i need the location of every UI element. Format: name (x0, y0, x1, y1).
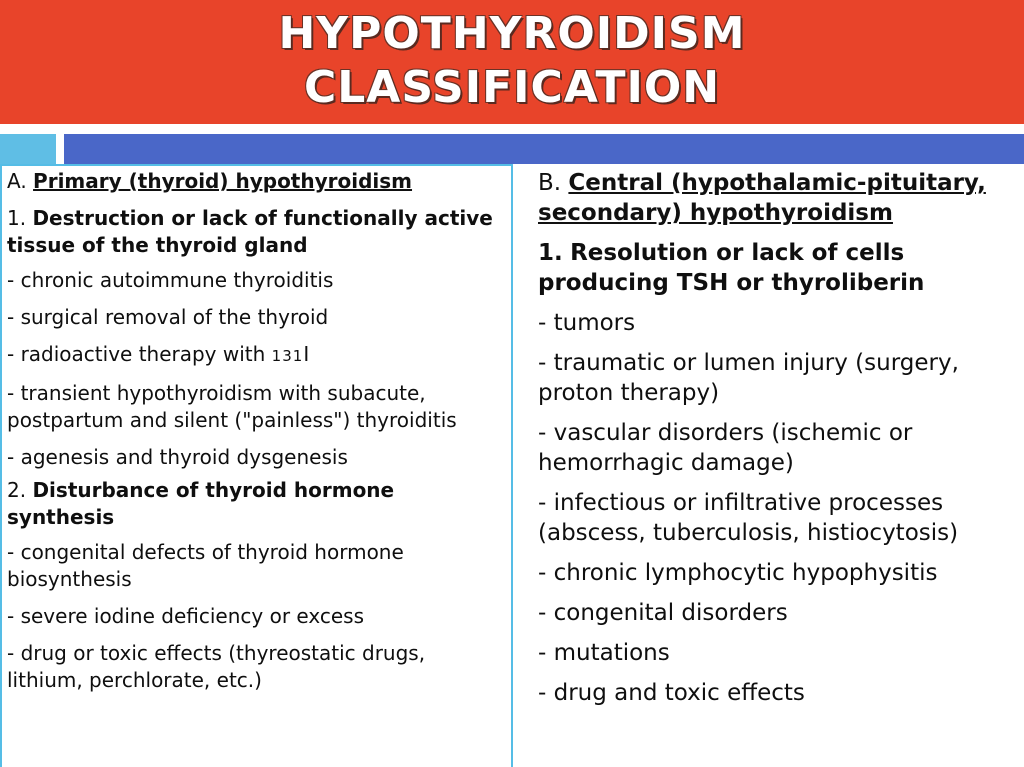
list-item: - surgical removal of the thyroid (7, 305, 329, 329)
column-b-heading (538, 168, 1018, 228)
title-line-2: CLASSIFICATION (303, 62, 721, 113)
list-item: - severe iodine deficiency or excess (7, 604, 364, 628)
isotope-symbol: I (303, 342, 310, 366)
list-item: - infectious or infiltrative processes (abscess, tuberculosis, histiocytosis) (538, 490, 959, 546)
accent-band-light (0, 134, 56, 164)
column-primary (7, 168, 507, 704)
column-a-heading (7, 168, 507, 195)
column-b-heading-text: Central (hypothalamic-pituitary, secondary) hypothyroidism (538, 170, 986, 226)
list-item: - drug or toxic effects (thyreostatic drugs, lithium, perchlorate, etc.) (7, 641, 426, 692)
list-item: - chronic lymphocytic hypophysitis (538, 560, 938, 586)
list-item: - tumors (538, 310, 636, 336)
list-item: - mutations (538, 640, 670, 666)
title-banner (0, 0, 1024, 124)
list-item: - agenesis and thyroid dysgenesis (7, 445, 348, 469)
column-a-top-border (0, 164, 511, 166)
section-a2-title-text: Disturbance of thyroid hormone synthesis (7, 478, 395, 529)
section-b1-title-text: Resolution or lack of cells producing TSH or thyroliberin (538, 240, 925, 296)
column-a-left-border (0, 164, 2, 767)
column-a-heading-text: Primary (thyroid) hypothyroidism (33, 169, 413, 193)
section-a1-number: 1. (7, 206, 27, 230)
section-a2-number: 2. (7, 478, 27, 502)
list-item-text: - radioactive therapy with (7, 342, 266, 366)
section-a2-title (7, 477, 507, 531)
column-central (538, 168, 1018, 718)
list-item: - congenital defects of thyroid hormone biosynthesis (7, 540, 404, 591)
section-b1-title (538, 238, 1018, 298)
isotope-mass: 131 (271, 347, 304, 365)
column-divider (511, 164, 513, 767)
list-item: - drug and toxic effects (538, 680, 805, 706)
section-b1-number: 1. (538, 240, 563, 266)
title-line-1: HYPOTHYROIDISM (278, 8, 746, 59)
list-item: - congenital disorders (538, 600, 788, 626)
section-a1-title (7, 205, 507, 259)
list-item: - chronic autoimmune thyroiditis (7, 268, 334, 292)
list-item: - vascular disorders (ischemic or hemorrhagic damage) (538, 420, 913, 476)
list-item (7, 341, 507, 370)
list-item: - traumatic or lumen injury (surgery, proton therapy) (538, 350, 959, 406)
column-a-letter: A. (7, 169, 27, 193)
accent-band-dark (64, 134, 1024, 164)
column-b-letter: B. (538, 170, 562, 196)
list-item: - transient hypothyroidism with subacute, postpartum and silent ("painless") thyroiditis (7, 381, 457, 432)
section-a1-title-text: Destruction or lack of functionally active tissue of the thyroid gland (7, 206, 493, 257)
